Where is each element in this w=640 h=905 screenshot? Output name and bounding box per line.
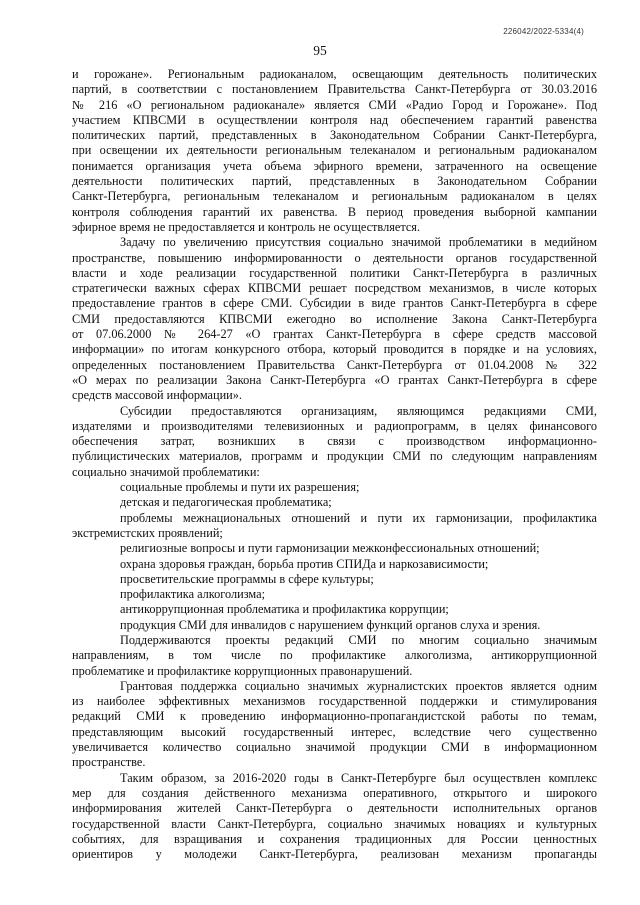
text-line: обеспечения затрат, возникших в связи с производством информационно- <box>72 434 597 449</box>
text-line: от 07.06.2000 № 264-27 «О грантах Санкт-Петербурга в сфере средств массовой <box>72 327 597 342</box>
text-line: событиях, для взращивания и сохранения традиционных для России ценностных <box>72 831 597 846</box>
text-line: издателями и производителями телевизионных и радиопрограмм, в целях финансового <box>72 418 597 433</box>
text-line: Субсидии предоставляются организациям, являющимся редакциями СМИ, <box>120 403 597 418</box>
text-line: из наиболее эффективных механизмов государственной поддержки и стимулирования <box>72 694 597 709</box>
text-line: экстремистских проявлений; <box>72 525 223 540</box>
text-line: Задачу по увеличению присутствия социально значимой проблематики в медийном <box>120 235 597 250</box>
text-line: средств массовой информации». <box>72 388 242 403</box>
text-line: редакций СМИ к проведению информационно-пропагандистской работы по темам, <box>72 709 597 724</box>
text-line: информации» по итогам конкурсного отбора, который проводится в порядке и на условиях, <box>72 342 597 357</box>
text-line: мер для создания действенного механизма оперативного, открытого и широкого <box>72 785 597 800</box>
text-line: при освещении их деятельности региональным телеканалом и региональным радиоканалом <box>72 143 597 158</box>
text-line: продукция СМИ для инвалидов с нарушением функций органов слуха и зрения. <box>120 617 541 632</box>
text-line: деятельности политических партий, представленных в Законодательном Собрании <box>72 174 597 189</box>
text-line: пространстве, повышению информированности о деятельности органов государственной <box>72 250 597 265</box>
text-line: представляющим высокий государственный интерес, вследствие чего существенно <box>72 724 597 739</box>
document-id: 226042/2022-5334(4) <box>503 27 584 36</box>
text-line: Санкт-Петербурга, региональным телеканалом и региональным радиоканалом в целях <box>72 189 597 204</box>
text-line: понимается организация учета объема эфирного времени, затраченного на освещение <box>72 158 597 173</box>
text-line: «О мерах по реализации Закона Санкт-Петербурга «О грантах Санкт-Петербурга в сфере <box>72 372 597 387</box>
text-line: политических партий, представленных в Законодательном Собрании Санкт-Петербурга, <box>72 128 597 143</box>
text-line: эфирное время не предоставляется и контроль не осуществляется. <box>72 219 421 234</box>
text-line: предоставление грантов в сфере СМИ. Субсидии в виде грантов Санкт-Петербурга в сфере <box>72 296 597 311</box>
text-line: СМИ предоставляются КПВСМИ ежегодно во исполнение Закона Санкт-Петербурга <box>72 311 597 326</box>
text-line: социальные проблемы и пути их разрешения; <box>120 480 360 495</box>
text-line: проблемы межнациональных отношений и пути их гармонизации, профилактика <box>120 510 597 525</box>
text-line: Грантовая поддержка социально значимых журналистских проектов является одним <box>120 678 597 693</box>
text-line: пространстве. <box>72 755 146 770</box>
text-line: партий, в соответствии с постановлением Правительства Санкт-Петербурга от 30.03.2016 <box>72 82 597 97</box>
text-line: направлениям, в том числе по профилактике алкоголизма, антикоррупционной <box>72 648 597 663</box>
text-line: стратегически важных сферах КПВСМИ решает посредством механизмов, в числе которых <box>72 281 597 296</box>
text-line: ориентиров у молодежи Санкт-Петербурга, реализован механизм пропаганды <box>72 847 597 862</box>
text-line: проблематике и профилактике коррупционных правонарушений. <box>72 663 413 678</box>
text-line: и горожане». Региональным радиоканалом, освещающим деятельность политических <box>72 67 597 81</box>
text-line: охрана здоровья граждан, борьба против СПИДа и наркозависимости; <box>120 556 489 571</box>
text-line: антикоррупционная проблематика и профилактика коррупции; <box>120 602 449 617</box>
text-line: Таким образом, за 2016-2020 годы в Санкт-Петербурге был осуществлен комплекс <box>120 770 597 785</box>
text-line: просветительские программы в сфере культуры; <box>120 571 374 586</box>
text-line: государственной власти Санкт-Петербурга, социально значимых новациях и культурных <box>72 816 597 831</box>
text-line: социально значимой проблематики: <box>72 464 260 479</box>
text-line: участием КПВСМИ в осуществлении контроля над обеспечением гарантий равенства <box>72 112 597 127</box>
text-line: Поддерживаются проекты редакций СМИ по многим социально значимым <box>120 632 597 647</box>
text-line: публицистических материалов, программ и продукции СМИ по следующим направлениям <box>72 449 597 464</box>
text-line: детская и педагогическая проблематика; <box>120 495 332 510</box>
text-line: профилактика алкоголизма; <box>120 587 266 602</box>
text-line: определенных постановлением Правительства Санкт-Петербурга от 01.04.2008 № 322 <box>72 357 597 372</box>
text-line: увеличивается количество социально значимой продукции СМИ в информационном <box>72 740 597 755</box>
text-line: контроля соблюдения гарантий их равенства. В период проведения выборной кампании <box>72 204 597 219</box>
text-line: религиозные вопросы и пути гармонизации межконфессиональных отношений; <box>120 541 540 556</box>
text-line: информирования жителей Санкт-Петербурга о деятельности исполнительных органов <box>72 801 597 816</box>
text-line: № 216 «О региональном радиоканале» является СМИ «Радио Город и Горожане». Под <box>72 97 597 112</box>
text-line: власти и ходе реализации государственной политики Санкт-Петербурга в различных <box>72 265 597 280</box>
body-text <box>72 67 597 862</box>
page-number: 95 <box>313 43 327 58</box>
